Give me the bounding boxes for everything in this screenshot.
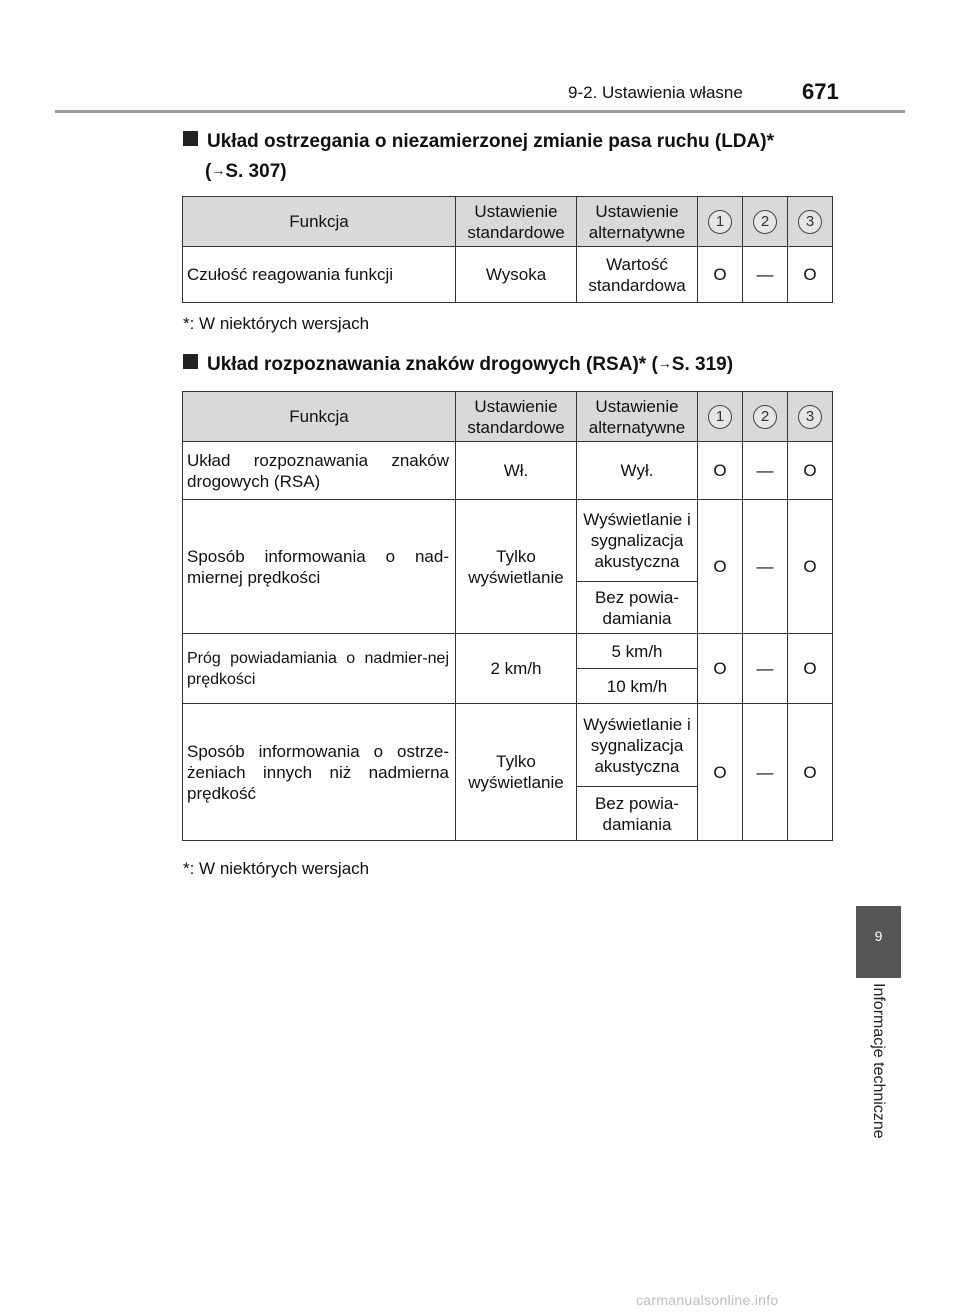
- table-row: Sposób informowania o nad-miernej prędkości Tylko wyświetlanie Wyświetlanie i sygnalizacja akustyczna O — O: [183, 500, 833, 582]
- chapter-tab: 9: [856, 906, 901, 978]
- header-function: Funkcja: [183, 392, 456, 442]
- circled-number-2-icon: 2: [753, 405, 777, 429]
- circled-number-1-icon: 1: [708, 210, 732, 234]
- table-subrow: 10 km/h: [183, 669, 833, 704]
- table-subrow: Bez powia-damiania: [183, 787, 833, 841]
- header-col1: [698, 197, 743, 247]
- section1-title: Układ ostrzegania o niezamierzonej zmianie pasa ruchu (LDA)*: [183, 128, 774, 156]
- circled-number-3-icon: 3: [798, 210, 822, 234]
- page-number: 671: [802, 79, 839, 104]
- header-default: Ustawienie standardowe: [456, 392, 577, 442]
- page-header-section: 9-2. Ustawienia własne: [568, 83, 743, 102]
- header-rule: [55, 110, 905, 113]
- header-col2: [743, 197, 788, 247]
- header-alternative: Ustawienie alternatywne: [577, 197, 698, 247]
- header-default: Ustawienie standardowe: [456, 197, 577, 247]
- header-function: Funkcja: [183, 197, 456, 247]
- table-row: Próg powiadamiania o nadmier-nej prędkości 2 km/h 5 km/h O — O: [183, 634, 833, 669]
- watermark: carmanualsonline.info: [636, 1292, 779, 1308]
- square-bullet-icon: [183, 131, 198, 146]
- lda-settings-table: [182, 196, 833, 303]
- square-bullet-icon: [183, 354, 198, 369]
- circled-number-2-icon: 2: [753, 210, 777, 234]
- section2-title: Układ rozpoznawania znaków drogowych (RSA)* (→S. 319): [183, 349, 733, 379]
- header-col3: [788, 392, 833, 442]
- table-row: Sposób informowania o ostrze-żeniach innych niż nadmierna prędkość Tylko wyświetlanie Wyświetlanie i sygnalizacja akustyczna O — O: [183, 704, 833, 787]
- table-subrow: Bez powia-damiania: [183, 582, 833, 634]
- footnote: *: W niektórych wersjach: [183, 314, 370, 333]
- header-col2: [743, 392, 788, 442]
- footnote: *: W niektórych wersjach: [183, 859, 370, 878]
- table-header-row: [183, 392, 833, 442]
- header-alternative: Ustawienie alternatywne: [577, 392, 698, 442]
- circled-number-1-icon: 1: [708, 405, 732, 429]
- header-col1: [698, 392, 743, 442]
- rsa-settings-table: [182, 391, 833, 841]
- arrow-right-icon: →: [657, 355, 672, 371]
- arrow-right-icon: →: [211, 162, 226, 178]
- table-header-row: [183, 197, 833, 247]
- header-col3: [788, 197, 833, 247]
- section1-ref: (→S. 307): [205, 161, 287, 182]
- table-row: Czułość reagowania funkcji Wysoka Wartość standardowa O — O: [183, 247, 833, 303]
- circled-number-3-icon: 3: [798, 405, 822, 429]
- table-row: Układ rozpoznawania znaków drogowych (RSA) Wł. Wył. O — O: [183, 442, 833, 500]
- chapter-label: Informacje techniczne: [870, 983, 887, 1139]
